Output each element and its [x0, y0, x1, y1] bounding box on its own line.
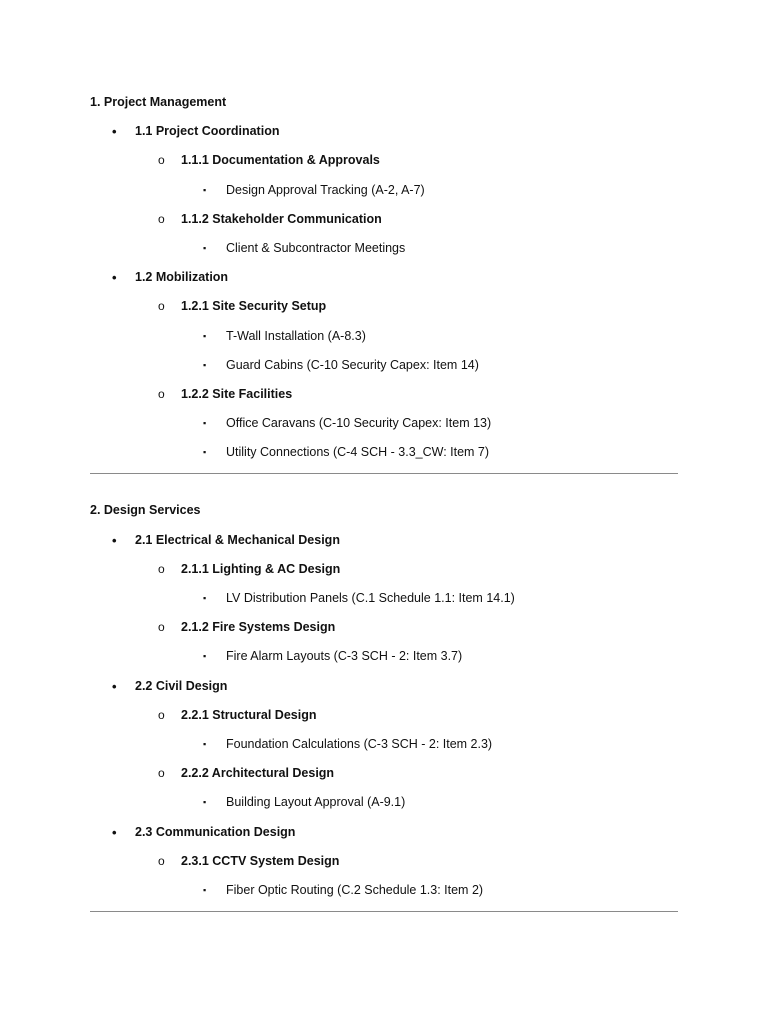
outline-item-text: 1.2.2 Site Facilities — [181, 386, 293, 401]
outline-item-level-1 — [90, 117, 678, 146]
outline-item-level-3 — [90, 438, 678, 467]
bullet-circle-icon: o — [158, 620, 165, 635]
bullet-circle-icon: o — [158, 853, 165, 868]
outline-item-level-1 — [90, 263, 678, 292]
outline-section — [90, 88, 678, 474]
bullet-disc-icon: • — [112, 124, 117, 140]
outline-item-text: Utility Connections (C-4 SCH - 3.3_CW: Item 7) — [226, 445, 490, 460]
outline-item-text: Guard Cabins (C-10 Security Capex: Item 14) — [226, 357, 479, 372]
outline-item-text: 2.1 Electrical & Mechanical Design — [135, 532, 340, 547]
bullet-square-icon: ▪ — [203, 651, 207, 662]
outline-item-level-2 — [90, 292, 678, 321]
outline-item-text: Fiber Optic Routing (C.2 Schedule 1.3: Item 2) — [226, 882, 484, 897]
outline-item-level-2 — [90, 613, 678, 642]
outline-item-level-1 — [90, 818, 678, 847]
bullet-circle-icon: o — [158, 299, 165, 314]
outline-item-level-2 — [90, 146, 678, 175]
outline-item-text: 2.1.1 Lighting & AC Design — [181, 561, 341, 576]
bullet-square-icon: ▪ — [203, 593, 207, 603]
outline-item-level-3 — [90, 788, 678, 817]
bullet-square-icon: ▪ — [203, 242, 207, 253]
outline-item-text: 2.1.2 Fire Systems Design — [181, 620, 336, 635]
horizontal-divider — [90, 473, 678, 474]
outline-item-text: 2.2.2 Architectural Design — [181, 766, 335, 781]
bullet-square-icon: ▪ — [203, 738, 207, 749]
bullet-square-icon: ▪ — [203, 330, 207, 341]
outline-item-level-3 — [90, 351, 678, 380]
outline-item-level-2 — [90, 380, 678, 409]
horizontal-divider — [90, 911, 678, 912]
outline-item-text: Office Caravans (C-10 Security Capex: Item 13) — [226, 416, 492, 431]
bullet-circle-icon: o — [158, 561, 165, 576]
outline-item-text: Design Approval Tracking (A-2, A-7) — [226, 182, 425, 197]
outline-item-level-2 — [90, 847, 678, 876]
outline-item-level-1 — [90, 672, 678, 701]
outline-item-level-2 — [90, 759, 678, 788]
outline-item-level-2 — [90, 555, 678, 584]
outline-item-text: 1.1 Project Coordination — [135, 124, 280, 139]
outline-item-level-3 — [90, 730, 678, 759]
bullet-square-icon: ▪ — [203, 447, 207, 458]
outline-item-text: 1.2 Mobilization — [135, 270, 229, 285]
document-page — [90, 88, 678, 912]
bullet-disc-icon: • — [112, 532, 117, 548]
bullet-circle-icon: o — [158, 707, 165, 722]
bullet-disc-icon: • — [112, 824, 117, 840]
outline-item-text: 1.2.1 Site Security Setup — [181, 299, 327, 314]
outline-item-level-2 — [90, 205, 678, 234]
outline-item-level-3 — [90, 876, 678, 905]
bullet-square-icon: ▪ — [203, 418, 207, 429]
bullet-disc-icon: • — [112, 270, 117, 286]
section-heading: 2. Design Services — [90, 503, 201, 518]
bullet-square-icon: ▪ — [203, 797, 207, 808]
outline-item-text: 2.3.1 CCTV System Design — [181, 853, 340, 868]
outline-section — [90, 496, 678, 912]
bullet-circle-icon: o — [158, 386, 165, 401]
outline-item-level-3 — [90, 642, 678, 671]
outline-item-text: 2.3 Communication Design — [135, 824, 296, 839]
outline-item-level-3 — [90, 234, 678, 263]
outline-item-text: T-Wall Installation (A-8.3) — [226, 328, 366, 343]
bullet-square-icon: ▪ — [203, 359, 207, 370]
outline-item-text: 1.1.1 Documentation & Approvals — [181, 153, 380, 168]
outline-item-text: LV Distribution Panels (C.1 Schedule 1.1: Item 14.1) — [226, 591, 515, 605]
outline-item-level-3 — [90, 409, 678, 438]
outline-item-level-1 — [90, 526, 678, 555]
bullet-circle-icon: o — [158, 211, 165, 226]
outline-item-text: 1.1.2 Stakeholder Communication — [181, 211, 382, 226]
bullet-circle-icon: o — [158, 766, 165, 781]
outline-item-text: 2.2.1 Structural Design — [181, 707, 317, 722]
bullet-disc-icon: • — [112, 678, 117, 694]
outline-item-text: Fire Alarm Layouts (C-3 SCH - 2: Item 3.7) — [226, 649, 463, 664]
bullet-square-icon: ▪ — [203, 884, 207, 895]
outline-item-level-3 — [90, 176, 678, 205]
outline-item-level-3 — [90, 322, 678, 351]
bullet-square-icon: ▪ — [203, 184, 207, 195]
section-heading: 1. Project Management — [90, 95, 227, 109]
outline-item-level-3 — [90, 584, 678, 613]
outline-item-text: 2.2 Civil Design — [135, 678, 228, 693]
bullet-circle-icon: o — [158, 153, 165, 168]
outline-item-text: Building Layout Approval (A-9.1) — [226, 795, 406, 810]
outline-item-level-2 — [90, 701, 678, 730]
outline-item-text: Client & Subcontractor Meetings — [226, 240, 406, 255]
outline-item-text: Foundation Calculations (C-3 SCH - 2: Item 2.3) — [226, 736, 493, 751]
